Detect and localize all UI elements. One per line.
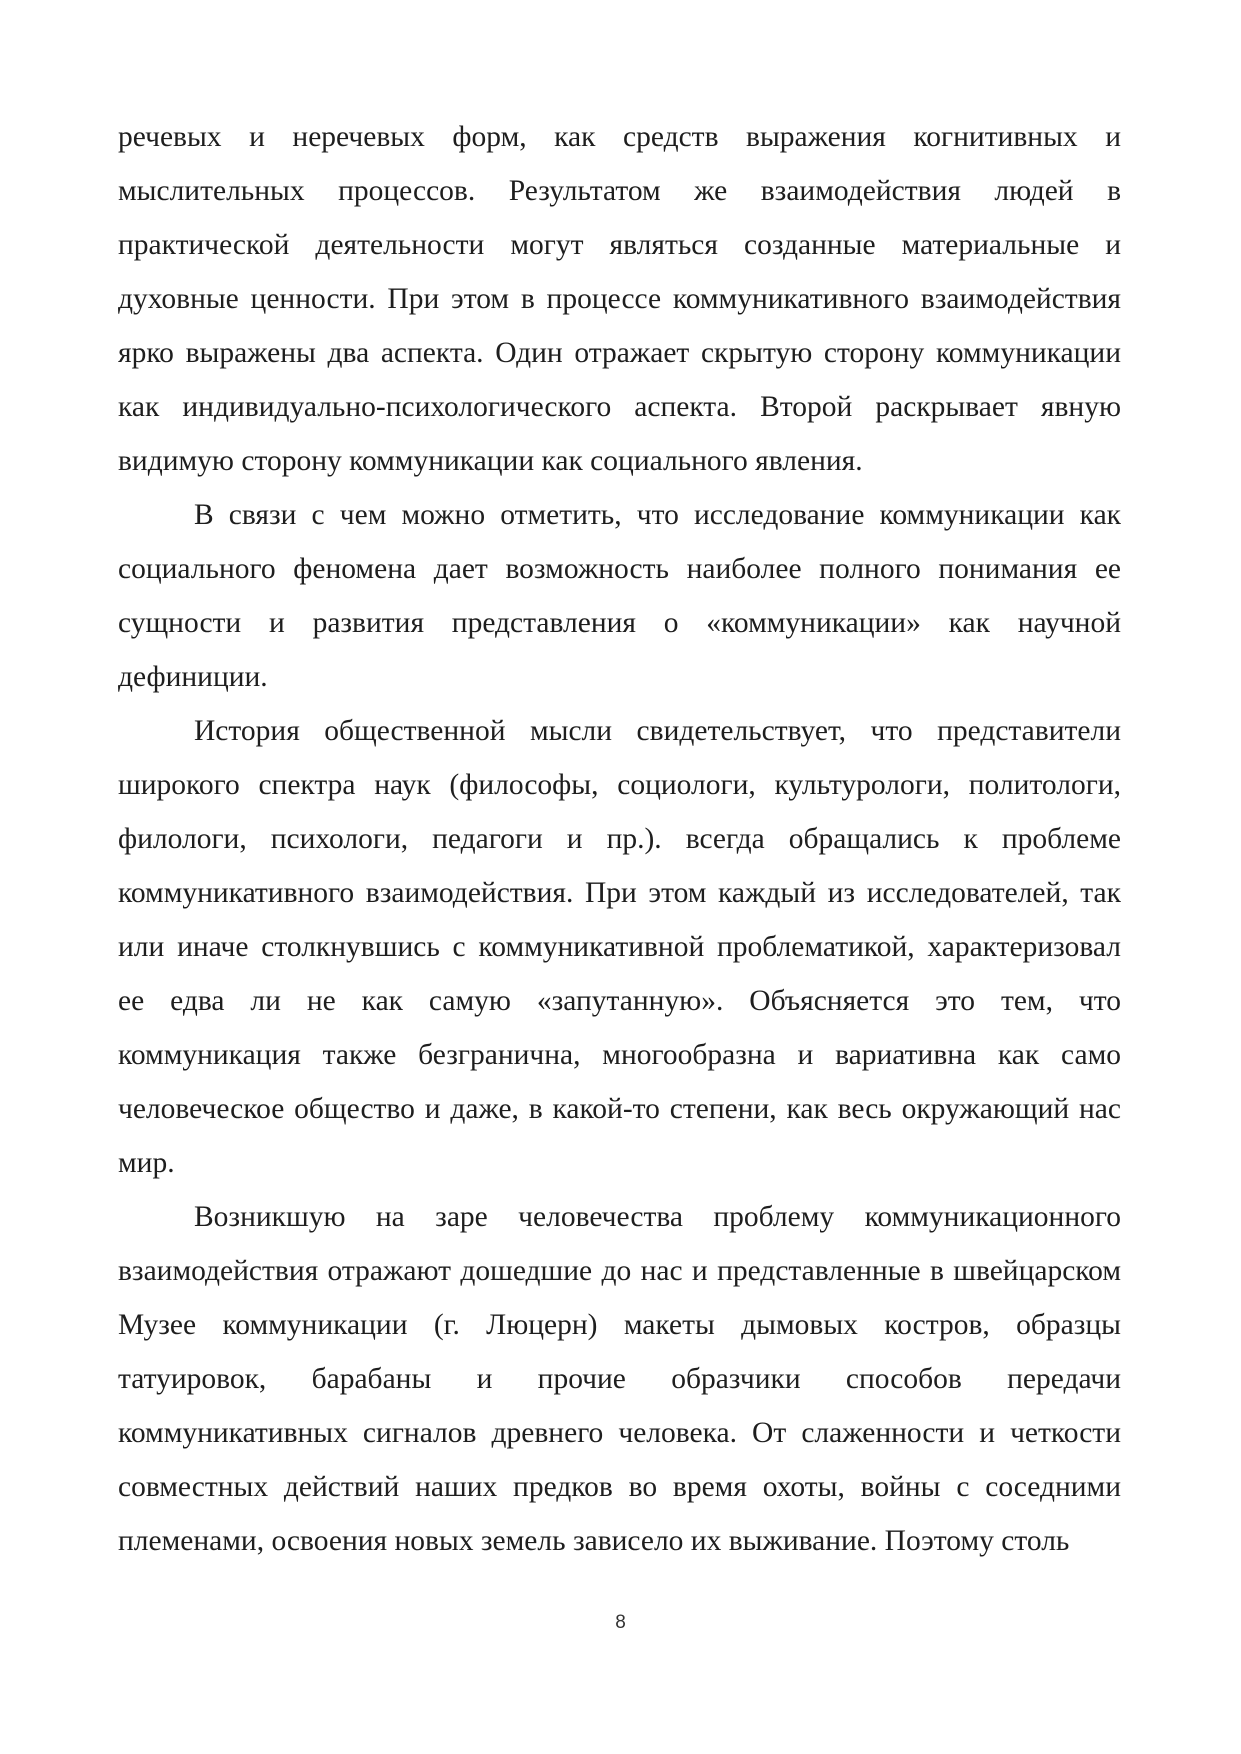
paragraph: В связи с чем можно отметить, что исследование коммуникации как социального феномена дает возможность наиболее полного понимания ее сущности и развития представления о «коммуникации» как научной дефиниции. [118, 499, 1121, 693]
paragraph-continued: речевых и неречевых форм, как средств выражения когнитивных и мыслительных процессов. Результатом же взаимодействия людей в практической деятельности могут являться созданные материальные и духовные ценности. При этом в процессе коммуникативного взаимодействия ярко выражены два аспекта. Один отражает скрытую сторону коммуникации как индивидуально-психологического аспекта. Второй раскрывает явную видимую сторону коммуникации как социального явления. [118, 121, 1121, 477]
paragraph: Возникшую на заре человечества проблему коммуникационного взаимодействия отражают дошедшие до нас и представленные в швейцарском Музее коммуникации (г. Люцерн) макеты дымовых костров, образцы татуировок, барабаны и прочие образчики способов передачи коммуникативных сигналов древнего человека. От слаженности и четкости совместных действий наших предков во время охоты, войны с соседними племенами, освоения новых земель зависело их выживание. Поэтому столь [118, 1201, 1121, 1557]
page-number: 8 [615, 1612, 626, 1633]
body-text [118, 110, 1121, 1568]
paragraph: История общественной мысли свидетельствует, что представители широкого спектра наук (философы, социологи, культурологи, политологи, филологи, психологи, педагоги и пр.). всегда обращались к проблеме коммуникативного взаимодействия. При этом каждый из исследователей, так или иначе столкнувшись с коммуникативной проблематикой, характеризовал ее едва ли не как самую «запутанную». Объясняется это тем, что коммуникация также безгранична, многообразна и вариативна как само человеческое общество и даже, в какой-то степени, как весь окружающий нас мир. [118, 715, 1121, 1179]
